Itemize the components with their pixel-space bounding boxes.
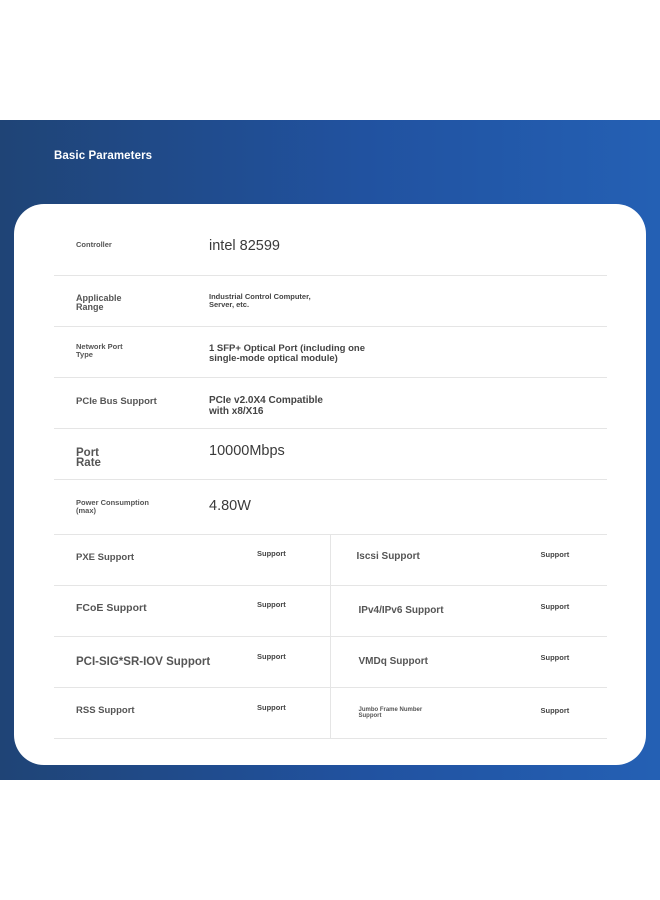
param-value: Industrial Control Computer, Server, etc. <box>209 292 311 310</box>
support-label: Jumbo Frame Number Support <box>358 707 423 720</box>
param-row-port-rate <box>54 429 607 480</box>
param-value: 4.80W <box>209 498 251 514</box>
support-value: Support <box>540 550 570 559</box>
param-value: intel 82599 <box>209 238 280 254</box>
param-label: Port Rate <box>76 447 101 469</box>
support-cell-fcoe <box>54 586 331 636</box>
support-value: Support <box>257 600 286 609</box>
support-row-pxe-iscsi <box>54 535 607 586</box>
support-label: IPv4/IPv6 Support <box>358 605 444 616</box>
support-label: Iscsi Support <box>356 551 420 562</box>
support-row-sriov-vmdq <box>54 637 607 688</box>
support-cell-rss <box>54 688 331 738</box>
support-value: Support <box>257 703 286 712</box>
parameters-card <box>14 204 646 765</box>
parameters-banner <box>0 120 660 780</box>
support-value: Support <box>540 602 570 611</box>
param-label: Controller <box>76 240 112 249</box>
param-label: Power Consumption (max) <box>76 498 149 515</box>
support-row-fcoe-ipv <box>54 586 607 637</box>
support-label: PCI-SIG*SR-IOV Support <box>76 656 211 668</box>
support-value: Support <box>257 549 286 558</box>
support-cell-iscsi <box>331 535 608 585</box>
param-row-network-port-type <box>54 327 607 378</box>
support-value: Support <box>540 706 570 715</box>
param-label: Applicable Range <box>76 293 122 313</box>
param-value: PCIe v2.0X4 Compatible with x8/X16 <box>209 395 323 417</box>
support-label: PXE Support <box>76 552 135 563</box>
support-row-rss-jumbo <box>54 688 607 739</box>
support-label: RSS Support <box>76 705 135 716</box>
support-label: VMDq Support <box>358 656 428 667</box>
param-label: PCIe Bus Support <box>76 396 157 407</box>
parameters-table <box>54 225 607 739</box>
support-cell-sr-iov <box>54 637 331 687</box>
param-row-pcie-bus-support <box>54 378 607 429</box>
param-value: 10000Mbps <box>209 443 285 459</box>
param-row-applicable-range <box>54 276 607 327</box>
support-cell-jumbo-frame <box>331 688 608 738</box>
support-value: Support <box>257 652 286 661</box>
support-cell-ipv4-ipv6 <box>331 586 608 636</box>
param-row-controller <box>54 225 607 276</box>
param-value: 1 SFP+ Optical Port (including one single-mode optical module) <box>209 343 365 365</box>
support-value: Support <box>540 653 570 662</box>
banner-title: Basic Parameters <box>54 150 153 162</box>
support-cell-vmdq <box>331 637 608 687</box>
param-row-power-consumption <box>54 480 607 535</box>
param-label: Network Port Type <box>76 342 123 359</box>
support-label: FCoE Support <box>76 602 147 614</box>
support-cell-pxe <box>54 535 331 585</box>
